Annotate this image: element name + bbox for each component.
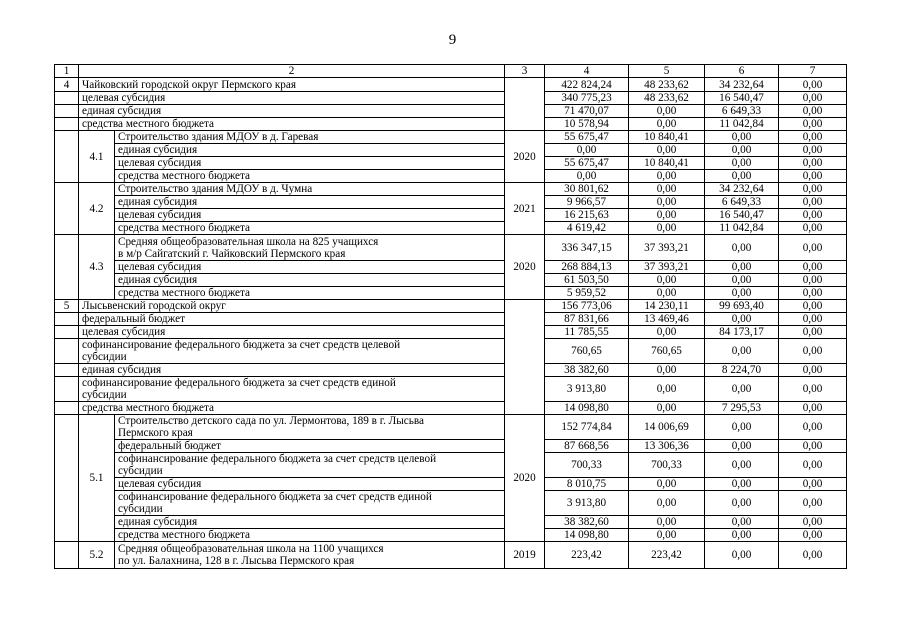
table-row: [55, 209, 847, 222]
row-number: [55, 131, 79, 183]
value-cell: 0,00: [705, 313, 779, 326]
value-cell: 0,00: [705, 131, 779, 144]
value-cell: 0,00: [779, 364, 847, 377]
item-name: целевая субсидия: [115, 261, 505, 274]
value-cell: 0,00: [705, 170, 779, 183]
value-cell: 0,00: [779, 542, 847, 569]
value-cell: 0,00: [779, 183, 847, 196]
value-cell: 87 831,66: [545, 313, 629, 326]
item-name: единая субсидия: [115, 196, 505, 209]
value-cell: 700,33: [629, 453, 705, 478]
item-name: единая субсидия: [115, 144, 505, 157]
table-row: [55, 157, 847, 170]
value-cell: 14 230,11: [629, 300, 705, 313]
row-number: [55, 377, 79, 402]
item-name: [79, 339, 505, 364]
value-cell: 0,00: [629, 364, 705, 377]
subitem-number: 4.3: [79, 235, 115, 300]
item-name: федеральный бюджет: [79, 313, 505, 326]
value-cell: 0,00: [629, 478, 705, 491]
table-row: [55, 261, 847, 274]
column-header: 6: [705, 65, 779, 78]
value-cell: 0,00: [629, 491, 705, 516]
value-cell: 0,00: [779, 326, 847, 339]
item-name: средства местного бюджета: [115, 170, 505, 183]
item-name: средства местного бюджета: [79, 402, 505, 415]
value-cell: 0,00: [779, 529, 847, 542]
row-number: [55, 542, 79, 569]
row-number: 5: [55, 300, 79, 313]
value-cell: 61 503,50: [545, 274, 629, 287]
value-cell: 223,42: [629, 542, 705, 569]
value-cell: 0,00: [629, 105, 705, 118]
value-cell: 0,00: [705, 478, 779, 491]
item-name-line: субсидии: [118, 465, 163, 477]
table-row: [55, 274, 847, 287]
year-cell: 2019: [505, 542, 545, 569]
table-row: [55, 183, 847, 196]
value-cell: 0,00: [629, 209, 705, 222]
value-cell: 0,00: [779, 274, 847, 287]
value-cell: 0,00: [629, 287, 705, 300]
item-name: средства местного бюджета: [115, 529, 505, 542]
value-cell: 0,00: [779, 170, 847, 183]
item-name: [115, 542, 505, 569]
item-name-line: Средняя общеобразовательная школа на 1100 учащихся: [118, 543, 384, 555]
value-cell: 0,00: [779, 235, 847, 261]
table-row: [55, 92, 847, 105]
table-row: [55, 300, 847, 313]
table-row: [55, 516, 847, 529]
year-cell: 2021: [505, 183, 545, 235]
value-cell: 16 540,47: [705, 92, 779, 105]
item-name-line: софинансирование федерального бюджета за счет средств единой: [82, 377, 396, 389]
table-row: [55, 415, 847, 440]
value-cell: 0,00: [705, 144, 779, 157]
value-cell: 0,00: [629, 529, 705, 542]
table-row: [55, 542, 847, 569]
row-number: [55, 118, 79, 131]
value-cell: 0,00: [705, 415, 779, 440]
value-cell: 700,33: [545, 453, 629, 478]
item-name: единая субсидия: [115, 274, 505, 287]
value-cell: 11 042,84: [705, 222, 779, 235]
value-cell: 0,00: [629, 196, 705, 209]
value-cell: 37 393,21: [629, 261, 705, 274]
table-row: [55, 235, 847, 261]
value-cell: 84 173,17: [705, 326, 779, 339]
item-name: целевая субсидия: [115, 478, 505, 491]
year-cell: 2020: [505, 415, 545, 542]
value-cell: 38 382,60: [545, 364, 629, 377]
value-cell: 14 098,80: [545, 529, 629, 542]
table-row: [55, 440, 847, 453]
value-cell: 0,00: [779, 92, 847, 105]
item-name-line: Пермского края: [118, 427, 193, 439]
column-header: 7: [779, 65, 847, 78]
value-cell: 0,00: [629, 402, 705, 415]
value-cell: 16 215,63: [545, 209, 629, 222]
value-cell: 336 347,15: [545, 235, 629, 261]
value-cell: 38 382,60: [545, 516, 629, 529]
page-number: 9: [448, 32, 457, 48]
item-name-line: софинансирование федерального бюджета за счет средств целевой: [82, 339, 401, 351]
subitem-number: 4.1: [79, 131, 115, 183]
item-name: целевая субсидия: [79, 92, 505, 105]
row-number: [55, 105, 79, 118]
value-cell: 268 884,13: [545, 261, 629, 274]
item-name: Лысьвенский городской округ: [79, 300, 505, 313]
value-cell: 13 469,46: [629, 313, 705, 326]
value-cell: 14 006,69: [629, 415, 705, 440]
table-row: [55, 144, 847, 157]
table-row: [55, 339, 847, 364]
table-row: [55, 326, 847, 339]
item-name-line: Строительство детского сада по ул. Лермонтова, 189 в г. Лысьва: [118, 415, 424, 427]
item-name-line: софинансирование федерального бюджета за счет средств единой: [118, 491, 432, 503]
table-row: [55, 453, 847, 478]
value-cell: 3 913,80: [545, 491, 629, 516]
table-row: [55, 364, 847, 377]
item-name-line: субсидии: [82, 389, 127, 401]
value-cell: 8 224,70: [705, 364, 779, 377]
value-cell: 71 470,07: [545, 105, 629, 118]
value-cell: 48 233,62: [629, 92, 705, 105]
item-name-line: по ул. Балахнина, 128 в г. Лысьва Пермского края: [118, 555, 355, 567]
value-cell: 0,00: [545, 170, 629, 183]
subitem-number: 4.2: [79, 183, 115, 235]
value-cell: 0,00: [705, 274, 779, 287]
value-cell: 0,00: [779, 453, 847, 478]
row-number: [55, 415, 79, 542]
table-row: [55, 222, 847, 235]
value-cell: 16 540,47: [705, 209, 779, 222]
table-row: [55, 105, 847, 118]
value-cell: 0,00: [705, 339, 779, 364]
value-cell: 0,00: [629, 274, 705, 287]
value-cell: 0,00: [779, 478, 847, 491]
budget-table: [54, 64, 847, 569]
value-cell: 10 840,41: [629, 157, 705, 170]
value-cell: 9 966,57: [545, 196, 629, 209]
item-name: целевая субсидия: [79, 326, 505, 339]
value-cell: 3 913,80: [545, 377, 629, 402]
table-row: [55, 170, 847, 183]
table-row: [55, 313, 847, 326]
value-cell: 0,00: [705, 516, 779, 529]
column-header: 1: [55, 65, 79, 78]
item-name-line: субсидии: [82, 351, 127, 363]
item-name: средства местного бюджета: [79, 118, 505, 131]
item-name: единая субсидия: [79, 364, 505, 377]
value-cell: 0,00: [779, 516, 847, 529]
item-name-line: софинансирование федерального бюджета за счет средств целевой: [118, 453, 437, 465]
value-cell: 30 801,62: [545, 183, 629, 196]
table-row: [55, 131, 847, 144]
value-cell: 0,00: [779, 144, 847, 157]
value-cell: 34 232,64: [705, 183, 779, 196]
value-cell: 0,00: [779, 196, 847, 209]
column-header: 5: [629, 65, 705, 78]
item-name: [115, 453, 505, 478]
table-row: [55, 478, 847, 491]
value-cell: 0,00: [779, 402, 847, 415]
value-cell: 0,00: [779, 261, 847, 274]
item-name: Чайковский городской округ Пермского края: [79, 78, 505, 92]
value-cell: 6 649,33: [705, 105, 779, 118]
value-cell: 760,65: [629, 339, 705, 364]
value-cell: 34 232,64: [705, 78, 779, 92]
row-number: [55, 92, 79, 105]
subitem-number: 5.2: [79, 542, 115, 569]
value-cell: 0,00: [629, 170, 705, 183]
table-row: [55, 529, 847, 542]
value-cell: 0,00: [629, 222, 705, 235]
table-row: [55, 118, 847, 131]
row-number: [55, 326, 79, 339]
value-cell: 152 774,84: [545, 415, 629, 440]
item-name: Строительство здания МДОУ в д. Гаревая: [115, 131, 505, 144]
table-row: [55, 196, 847, 209]
value-cell: 0,00: [629, 144, 705, 157]
table-row: [55, 402, 847, 415]
value-cell: 99 693,40: [705, 300, 779, 313]
column-header: 2: [79, 65, 505, 78]
value-cell: 0,00: [779, 300, 847, 313]
value-cell: 48 233,62: [629, 78, 705, 92]
column-header: 3: [505, 65, 545, 78]
value-cell: 0,00: [779, 339, 847, 364]
value-cell: 0,00: [779, 415, 847, 440]
value-cell: 11 785,55: [545, 326, 629, 339]
item-name: целевая субсидия: [115, 157, 505, 170]
value-cell: 14 098,80: [545, 402, 629, 415]
item-name: [115, 415, 505, 440]
row-number: [55, 402, 79, 415]
value-cell: 6 649,33: [705, 196, 779, 209]
value-cell: 0,00: [629, 326, 705, 339]
value-cell: 0,00: [629, 377, 705, 402]
subitem-number: 5.1: [79, 415, 115, 542]
value-cell: 0,00: [629, 516, 705, 529]
value-cell: 0,00: [779, 440, 847, 453]
value-cell: 37 393,21: [629, 235, 705, 261]
table-row: [55, 377, 847, 402]
value-cell: 0,00: [705, 542, 779, 569]
value-cell: 0,00: [779, 209, 847, 222]
value-cell: 0,00: [705, 453, 779, 478]
value-cell: 0,00: [705, 157, 779, 170]
value-cell: 10 578,94: [545, 118, 629, 131]
value-cell: 4 619,42: [545, 222, 629, 235]
row-number: [55, 339, 79, 364]
value-cell: 0,00: [779, 287, 847, 300]
value-cell: 0,00: [705, 440, 779, 453]
value-cell: 0,00: [779, 118, 847, 131]
value-cell: 8 010,75: [545, 478, 629, 491]
value-cell: 0,00: [779, 313, 847, 326]
item-name: [115, 235, 505, 261]
value-cell: 0,00: [705, 235, 779, 261]
item-name: средства местного бюджета: [115, 287, 505, 300]
item-name: Строительство здания МДОУ в д. Чумна: [115, 183, 505, 196]
header-row: [55, 65, 847, 78]
value-cell: 760,65: [545, 339, 629, 364]
value-cell: 0,00: [705, 377, 779, 402]
table-row: [55, 287, 847, 300]
row-number: 4: [55, 78, 79, 92]
item-name: [115, 491, 505, 516]
column-header: 4: [545, 65, 629, 78]
value-cell: 0,00: [779, 105, 847, 118]
value-cell: 0,00: [779, 377, 847, 402]
value-cell: 156 773,06: [545, 300, 629, 313]
item-name-line: в м/р Сайгатский г. Чайковский Пермского края: [118, 247, 346, 260]
item-name: средства местного бюджета: [115, 222, 505, 235]
value-cell: 0,00: [705, 529, 779, 542]
value-cell: 0,00: [705, 261, 779, 274]
item-name: единая субсидия: [115, 516, 505, 529]
value-cell: 0,00: [705, 287, 779, 300]
value-cell: 5 959,52: [545, 287, 629, 300]
year-cell: [505, 300, 545, 415]
year-cell: 2020: [505, 131, 545, 183]
value-cell: 0,00: [629, 183, 705, 196]
value-cell: 55 675,47: [545, 157, 629, 170]
value-cell: 7 295,53: [705, 402, 779, 415]
value-cell: 422 824,24: [545, 78, 629, 92]
row-number: [55, 183, 79, 235]
value-cell: 0,00: [779, 78, 847, 92]
value-cell: 223,42: [545, 542, 629, 569]
value-cell: 10 840,41: [629, 131, 705, 144]
value-cell: 0,00: [705, 491, 779, 516]
row-number: [55, 313, 79, 326]
item-name: целевая субсидия: [115, 209, 505, 222]
value-cell: 55 675,47: [545, 131, 629, 144]
value-cell: 0,00: [779, 131, 847, 144]
value-cell: 340 775,23: [545, 92, 629, 105]
row-number: [55, 364, 79, 377]
row-number: [55, 235, 79, 300]
value-cell: 0,00: [779, 157, 847, 170]
value-cell: 0,00: [779, 491, 847, 516]
value-cell: 87 668,56: [545, 440, 629, 453]
value-cell: 0,00: [629, 118, 705, 131]
year-cell: [505, 78, 545, 131]
value-cell: 11 042,84: [705, 118, 779, 131]
item-name-line: Средняя общеобразовательная школа на 825 учащихся: [118, 235, 379, 248]
year-cell: 2020: [505, 235, 545, 300]
table-row: [55, 491, 847, 516]
item-name: федеральный бюджет: [115, 440, 505, 453]
value-cell: 0,00: [779, 222, 847, 235]
item-name: единая субсидия: [79, 105, 505, 118]
item-name: [79, 377, 505, 402]
table-row: [55, 78, 847, 92]
value-cell: 13 306,36: [629, 440, 705, 453]
item-name-line: субсидии: [118, 503, 163, 515]
value-cell: 0,00: [545, 144, 629, 157]
